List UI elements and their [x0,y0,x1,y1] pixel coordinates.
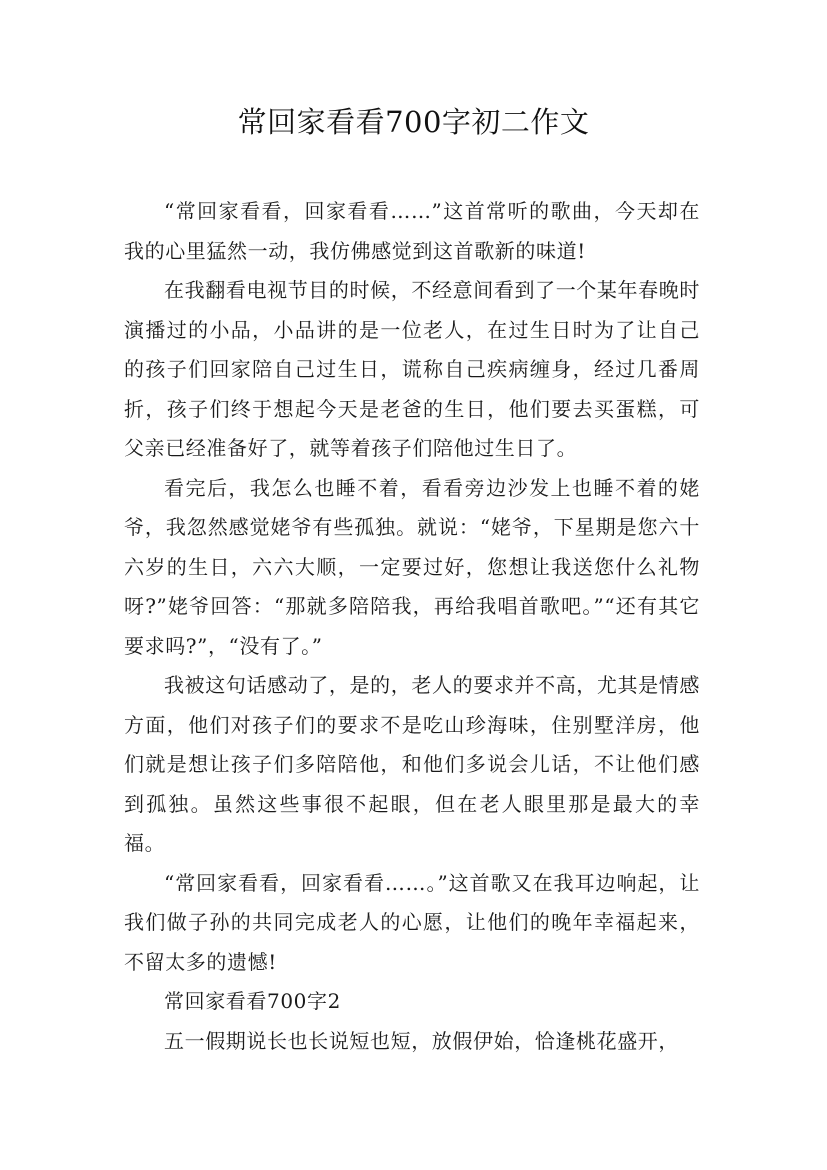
paragraph-3: 看完后，我怎么也睡不着，看看旁边沙发上也睡不着的姥爷，我忽然感觉姥爷有些孤独。就说：“姥爷，下星期是您六十六岁的生日，六六大顺，一定要过好，您想让我送您什么礼物呀?”姥爷回答：“那就多陪陪我，再给我唱首歌吧。”“还有其它要求吗?”，“没有了。” [124,475,700,658]
paragraph-1: “常回家看看，回家看看……”这首常听的歌曲，今天却在我的心里猛然一动，我仿佛感觉到这首歌新的味道! [124,199,700,263]
document-body [124,192,700,1061]
document-title: 常回家看看700字初二作文 [237,105,590,139]
paragraph-4: 我被这句话感动了，是的，老人的要求并不高，尤其是情感方面，他们对孩子们的要求不是吃山珍海味，住别墅洋房，他们就是想让孩子们多陪陪他，和他们多说会儿话，不让他们感到孤独。虽然这些事很不起眼，但在老人眼里那是最大的幸福。 [124,673,700,855]
paragraph-6: 五一假期说长也长说短也短，放假伊始，恰逢桃花盛开， [164,1028,679,1053]
paragraph-2: 在我翻看电视节目的时候，不经意间看到了一个某年春晚时演播过的小品，小品讲的是一位老人，在过生日时为了让自己的孩子们回家陪自己过生日，谎称自己疾病缠身，经过几番周折，孩子们终于想起今天是老爸的生日，他们要去买蛋糕，可父亲已经准备好了，就等着孩子们陪他过生日了。 [124,278,700,460]
paragraph-5: “常回家看看，回家看看……。”这首歌又在我耳边响起，让我们做子孙的共同完成老人的心愿，让他们的晚年幸福起来，不留太多的遗憾! [124,870,700,974]
section-heading: 常回家看看700字2 [164,989,341,1013]
